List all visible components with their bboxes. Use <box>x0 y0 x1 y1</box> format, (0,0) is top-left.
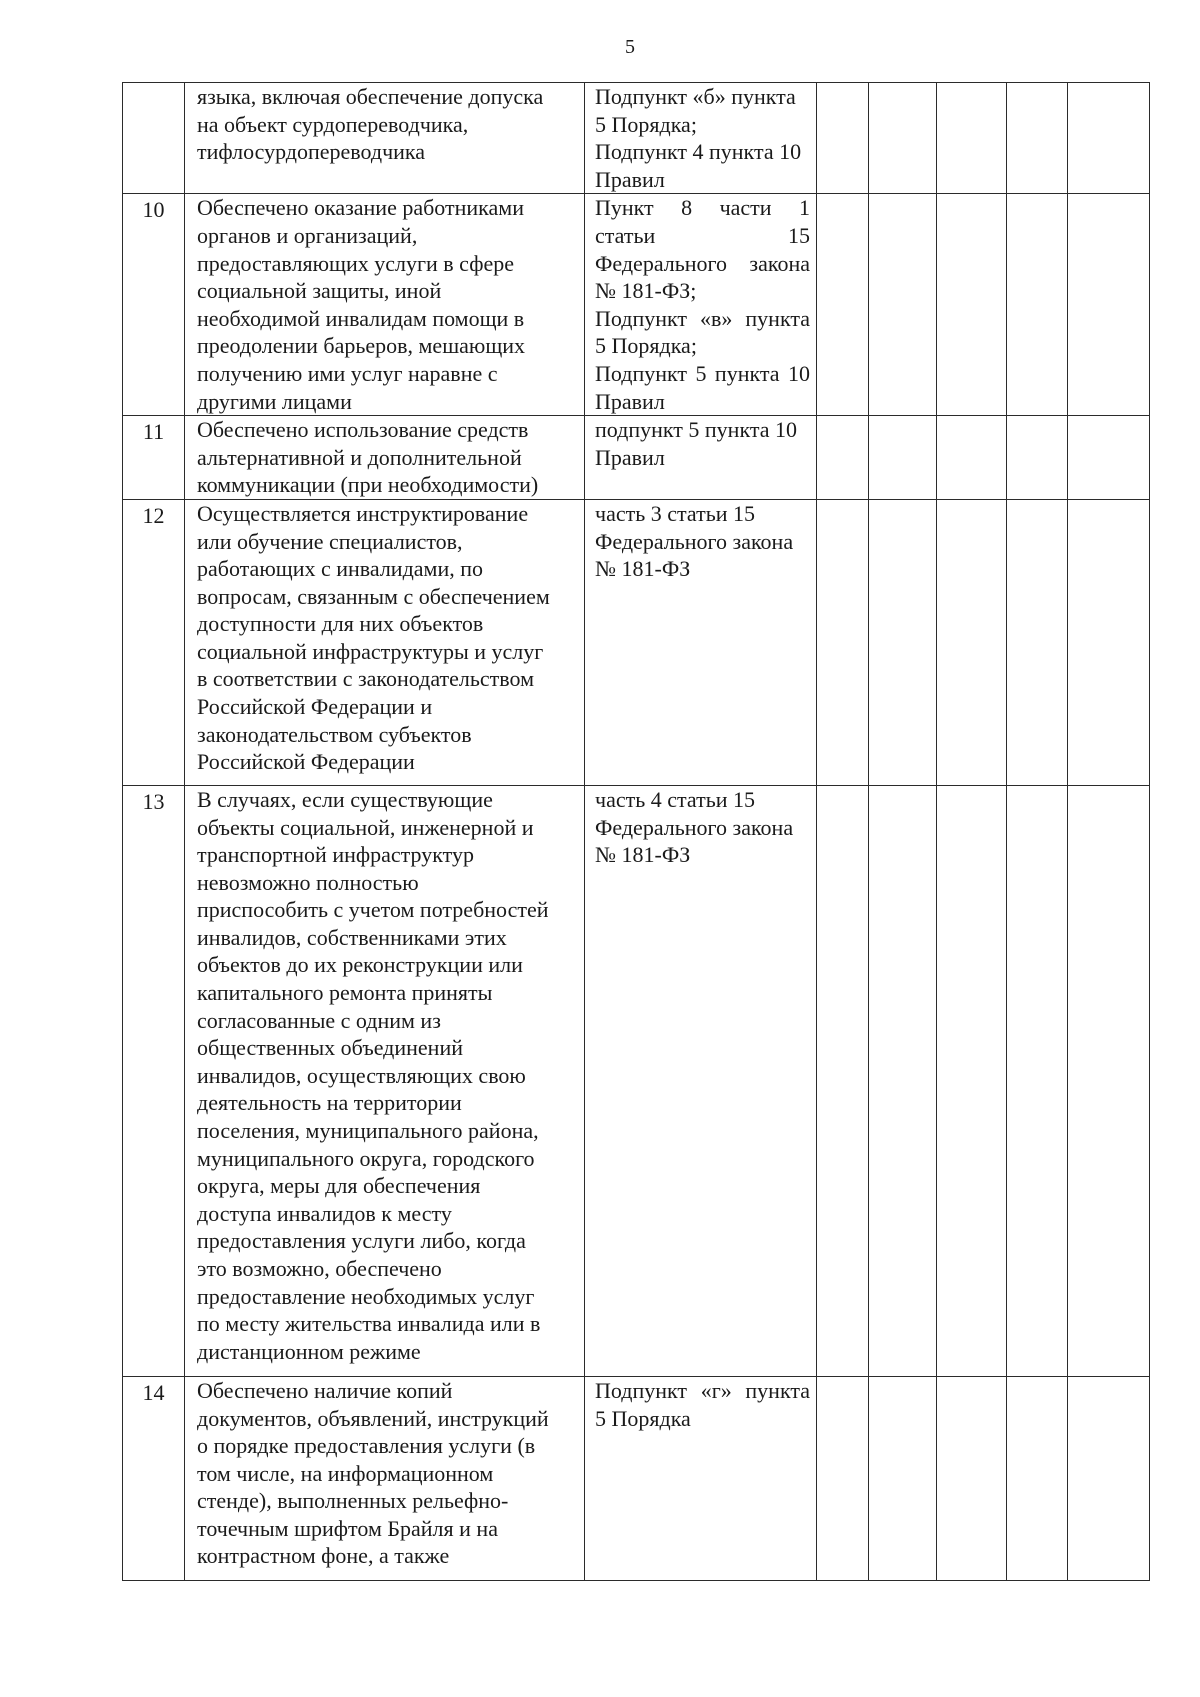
page-number: 5 <box>625 36 635 58</box>
description-line: языка, включая обеспечение допуска <box>197 84 544 109</box>
row-number: 11 <box>123 416 185 500</box>
description-line: точечным шрифтом Брайля и на <box>197 1515 498 1541</box>
description-line: объектов до их реконструкции или <box>197 952 523 978</box>
legal-reference <box>585 499 817 785</box>
reference-line <box>595 194 810 222</box>
reference-word: Подпункт <box>595 305 688 331</box>
row-number: 12 <box>123 499 185 785</box>
description-line: получению ими услуг наравне с <box>197 360 498 386</box>
reference-line <box>595 222 810 250</box>
legal-reference <box>585 416 817 500</box>
description-line: органов и организаций, <box>197 222 418 248</box>
description-line: о порядке предоставления услуги (в <box>197 1433 536 1459</box>
description-line: вопросам, связанным с обеспечением <box>197 583 550 609</box>
reference-word: 8 <box>681 195 693 221</box>
description-line: преодолении барьеров, мешающих <box>197 333 526 359</box>
description-line: том числе, на информационном <box>197 1460 494 1486</box>
legal-reference <box>585 194 817 416</box>
requirements-table <box>122 82 1150 1581</box>
description-line: поселения, муниципального района, <box>197 1118 539 1144</box>
empty-cell <box>817 83 869 194</box>
table-row <box>123 1376 1150 1580</box>
reference-line: Подпункт «б» пункта <box>595 84 796 109</box>
description-line: коммуникации (при необходимости) <box>197 472 539 498</box>
description-line: Обеспечено оказание работниками <box>197 195 524 221</box>
empty-cell <box>1007 83 1068 194</box>
reference-line <box>595 250 810 278</box>
description-line: В случаях, если существующие <box>197 786 493 812</box>
row-number: 13 <box>123 785 185 1376</box>
description-line: общественных объединений <box>197 1035 463 1061</box>
reference-word: 5 <box>695 360 707 386</box>
empty-cell <box>1068 194 1150 416</box>
reference-line: часть 3 статьи 15 <box>595 500 756 526</box>
requirement-description <box>185 785 585 1376</box>
reference-word: 10 <box>787 360 810 386</box>
description-line: это возможно, обеспечено <box>197 1256 442 1281</box>
description-line: Осуществляется инструктирование <box>197 500 529 526</box>
empty-cell <box>817 785 869 1376</box>
description-line: невозможно полностью <box>197 869 419 895</box>
reference-line: подпункт 5 пункта 10 <box>595 417 797 443</box>
description-line: транспортной инфраструктур <box>197 842 474 868</box>
description-line: стенде), выполненных рельефно- <box>197 1488 509 1514</box>
empty-cell <box>869 785 937 1376</box>
empty-cell <box>869 83 937 194</box>
description-line: доступа инвалидов к месту <box>197 1200 452 1226</box>
description-line: Обеспечено использование средств <box>197 417 529 443</box>
empty-cell <box>817 194 869 416</box>
table-row <box>123 499 1150 785</box>
reference-word: статьи <box>595 222 656 248</box>
reference-word: пункта <box>714 360 780 386</box>
reference-line: 5 Порядка; <box>595 111 697 137</box>
description-line: дистанционном режиме <box>197 1338 421 1364</box>
reference-word: пункта <box>745 1377 810 1403</box>
description-line: Обеспечено наличие копий <box>197 1377 453 1403</box>
reference-line: часть 4 статьи 15 <box>595 786 756 812</box>
empty-cell <box>1007 499 1068 785</box>
empty-cell <box>937 194 1007 416</box>
reference-line: Правил <box>595 388 665 414</box>
empty-cell <box>937 785 1007 1376</box>
empty-cell <box>937 499 1007 785</box>
reference-line: № 181-ФЗ <box>595 556 691 582</box>
description-line: деятельность на территории <box>197 1090 462 1116</box>
requirement-description <box>185 1376 585 1580</box>
reference-line: Федерального закона <box>595 528 794 554</box>
empty-cell <box>869 194 937 416</box>
table-row <box>123 785 1150 1376</box>
description-line: Российской Федерации <box>197 749 415 775</box>
reference-line: 5 Порядка <box>595 1405 691 1431</box>
legal-reference <box>585 785 817 1376</box>
reference-word: Подпункт <box>595 1377 688 1403</box>
description-line: округа, меры для обеспечения <box>197 1173 481 1199</box>
reference-line: Правил <box>595 166 665 192</box>
reference-line <box>595 1377 810 1405</box>
description-line: документов, объявлений, инструкций <box>197 1405 549 1431</box>
empty-cell <box>1007 785 1068 1376</box>
reference-line: № 181-ФЗ; <box>595 278 697 304</box>
description-line: предоставления услуги либо, когда <box>197 1228 526 1254</box>
table-body <box>123 83 1150 1581</box>
description-line: муниципального округа, городского <box>197 1145 535 1171</box>
reference-word: Пункт <box>595 195 654 221</box>
description-line: контрастном фоне, а также <box>197 1543 450 1569</box>
description-line: альтернативной и дополнительной <box>197 444 522 470</box>
reference-word: Федерального <box>595 250 728 276</box>
description-line: приспособить с учетом потребностей <box>197 897 549 923</box>
table-row <box>123 194 1150 416</box>
empty-cell <box>1007 416 1068 500</box>
description-line: доступности для них объектов <box>197 611 484 637</box>
legal-reference <box>585 1376 817 1580</box>
empty-cell <box>937 416 1007 500</box>
empty-cell <box>1068 83 1150 194</box>
reference-word: части <box>719 195 772 221</box>
description-line: в соответствии с законодательством <box>197 666 535 692</box>
empty-cell <box>937 83 1007 194</box>
reference-line: Правил <box>595 444 665 470</box>
description-line: согласованные с одним из <box>197 1007 441 1033</box>
row-number: 14 <box>123 1376 185 1580</box>
empty-cell <box>1068 785 1150 1376</box>
reference-line: Федерального закона <box>595 814 794 840</box>
reference-word: 15 <box>788 222 810 248</box>
requirement-description <box>185 499 585 785</box>
empty-cell <box>1007 1376 1068 1580</box>
empty-cell <box>817 1376 869 1580</box>
description-line: законодательством субъектов <box>197 721 472 747</box>
reference-word: 1 <box>798 195 810 221</box>
row-number: 10 <box>123 194 185 416</box>
description-line: капитального ремонта приняты <box>197 980 493 1006</box>
description-line: необходимой инвалидам помощи в <box>197 305 525 331</box>
table-row <box>123 83 1150 194</box>
requirement-description <box>185 194 585 416</box>
reference-line: Подпункт 4 пункта 10 <box>595 139 802 165</box>
description-line: объекты социальной, инженерной и <box>197 814 534 840</box>
reference-line: 5 Порядка; <box>595 333 697 359</box>
reference-line <box>595 305 810 333</box>
description-line: предоставление необходимых услуг <box>197 1283 535 1309</box>
description-line: другими лицами <box>197 388 352 414</box>
description-line: социальной защиты, иной <box>197 278 442 304</box>
requirement-description <box>185 416 585 500</box>
requirement-description <box>185 83 585 194</box>
empty-cell <box>1068 416 1150 500</box>
description-line: инвалидов, собственниками этих <box>197 924 507 950</box>
reference-word: «в» <box>700 305 733 331</box>
description-line: предоставляющих услуги в сфере <box>197 250 514 276</box>
reference-word: «г» <box>700 1377 732 1403</box>
reference-line: № 181-ФЗ <box>595 842 691 868</box>
reference-word: пункта <box>745 305 810 331</box>
description-line: на объект сурдопереводчика, <box>197 111 469 137</box>
description-line: социальной инфраструктуры и услуг <box>197 638 544 664</box>
empty-cell <box>869 416 937 500</box>
reference-word: закона <box>749 250 810 276</box>
empty-cell <box>869 1376 937 1580</box>
row-number <box>123 83 185 194</box>
empty-cell <box>937 1376 1007 1580</box>
description-line: работающих с инвалидами, по <box>197 556 484 582</box>
description-line: Российской Федерации и <box>197 694 433 720</box>
reference-line <box>595 360 810 388</box>
empty-cell <box>817 499 869 785</box>
legal-reference <box>585 83 817 194</box>
empty-cell <box>869 499 937 785</box>
empty-cell <box>1068 499 1150 785</box>
empty-cell <box>817 416 869 500</box>
empty-cell <box>1068 1376 1150 1580</box>
table-row <box>123 416 1150 500</box>
description-line: или обучение специалистов, <box>197 528 463 554</box>
description-line: инвалидов, осуществляющих свою <box>197 1062 526 1088</box>
reference-word: Подпункт <box>595 360 688 386</box>
description-line: по месту жительства инвалида или в <box>197 1311 541 1337</box>
empty-cell <box>1007 194 1068 416</box>
description-line: тифлосурдопереводчика <box>197 139 426 165</box>
